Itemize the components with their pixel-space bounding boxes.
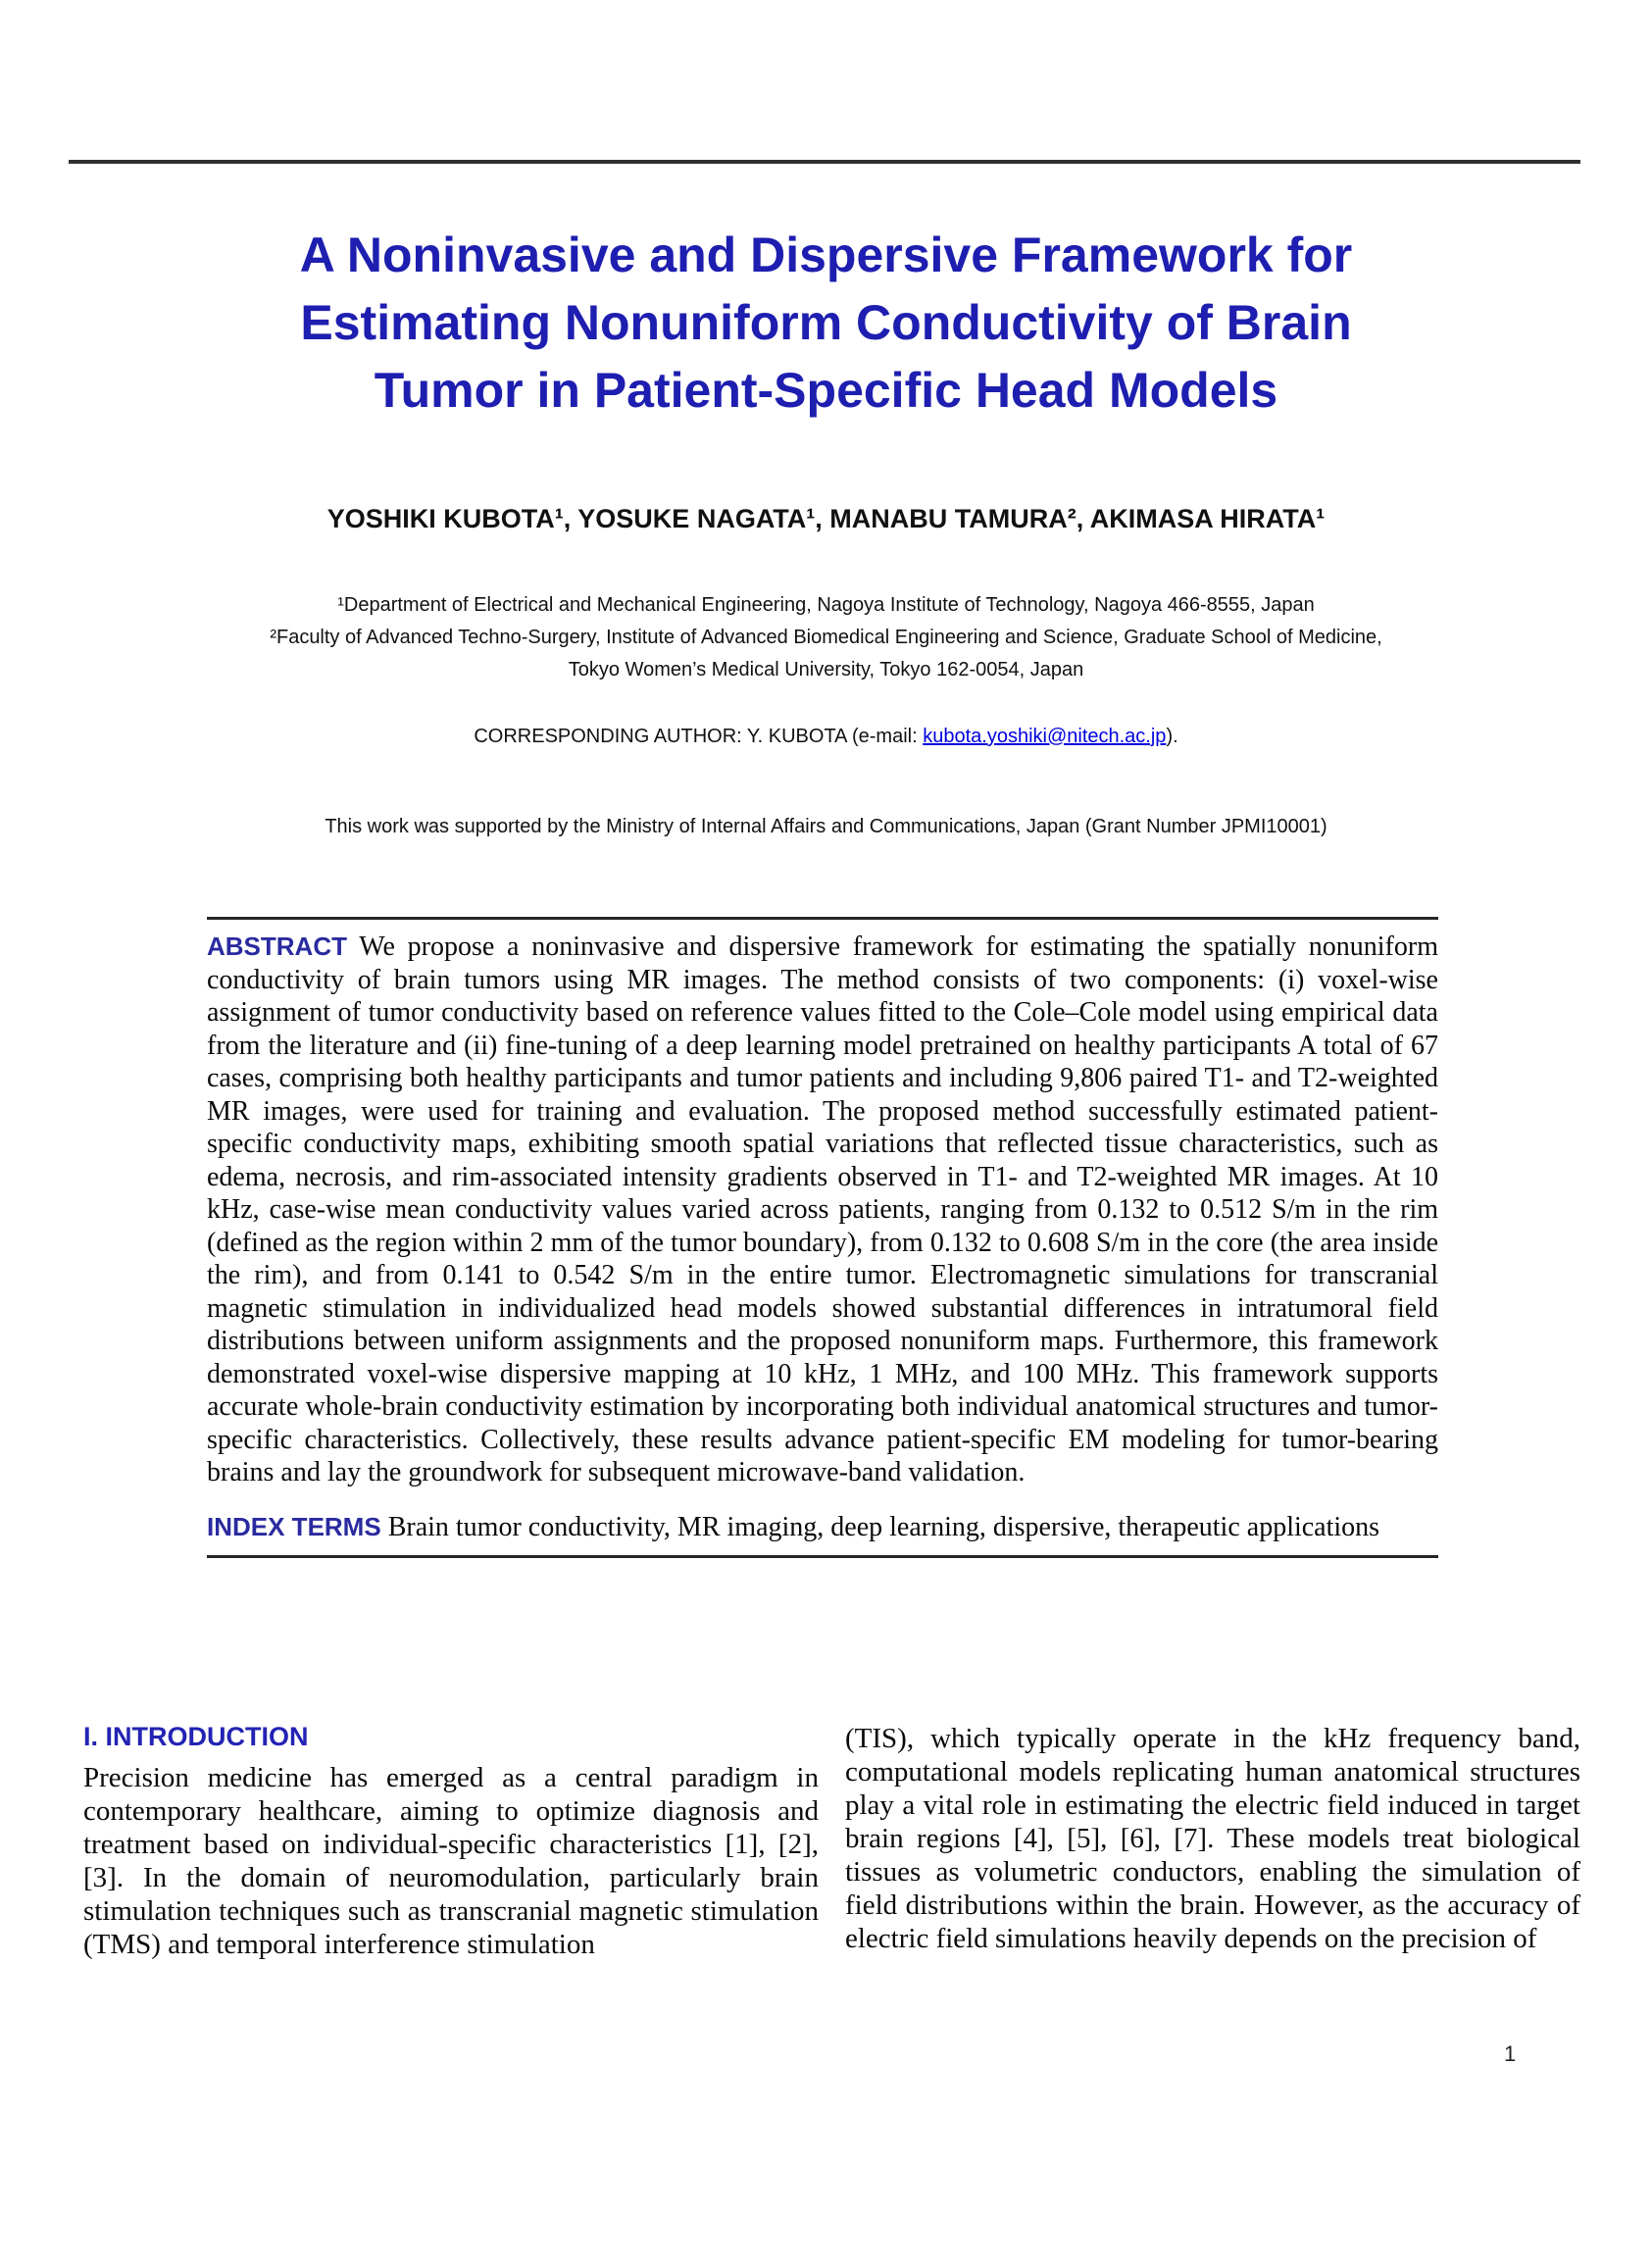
abstract-paragraph (207, 931, 1438, 1489)
introduction-left-text: Precision medicine has emerged as a central paradigm in contemporary healthcare, aiming to optimize diagnosis and treatment based on individual-specific characteristics [1], [2], [3]. In the domain of neuromodulation, particularly brain stimulation techniques such as transcranial magnetic stimulation (TMS) and temporal interference stimulation (83, 1762, 819, 1960)
introduction-left-column (83, 1722, 819, 1961)
corresponding-author-prefix: CORRESPONDING AUTHOR: Y. KUBOTA (e-mail: (474, 726, 924, 747)
introduction-right-text: (TIS), which typically operate in the kHz frequency band, computational models replicating human anatomical structures play a vital role in estimating the electric field induced in target brain regions [4], [5], [6], [7]. These models treat biological tissues as volumetric conductors, enabling the simulation of field distributions within the brain. However, as the accuracy of electric field simulations heavily depends on the precision of (845, 1723, 1580, 1954)
corresponding-author-email-link[interactable]: kubota.yoshiki@nitech.ac.jp (923, 726, 1167, 747)
introduction-right-column (845, 1722, 1580, 1961)
funding-note: This work was supported by the Ministry of Internal Affairs and Communications, Japan (Grant Number JPMI10001) (325, 816, 1327, 837)
paper-title (0, 222, 1652, 425)
introduction-heading: I. INTRODUCTION (83, 1722, 309, 1751)
paper-title-line-3: Tumor in Patient-Specific Head Models (374, 363, 1278, 418)
top-rule (69, 160, 1580, 164)
index-terms-label: INDEX TERMS (207, 1511, 381, 1541)
paper-title-line-1: A Noninvasive and Dispersive Framework for (299, 227, 1353, 282)
index-terms-text: Brain tumor conductivity, MR imaging, deep learning, dispersive, therapeutic applications (380, 1511, 1380, 1542)
corresponding-author-suffix: ). (1166, 726, 1178, 747)
paper-title-line-2: Estimating Nonuniform Conductivity of Brain (300, 295, 1352, 350)
introduction-section (83, 1722, 1580, 1961)
affiliation-line-1: ¹Department of Electrical and Mechanical Engineering, Nagoya Institute of Technology, Nagoya 466-8555, Japan (337, 594, 1315, 616)
abstract-label: ABSTRACT (207, 932, 347, 961)
corresponding-author-line (0, 723, 1652, 750)
affiliations (0, 589, 1652, 686)
affiliation-line-3: Tokyo Women’s Medical University, Tokyo 162-0054, Japan (568, 659, 1084, 680)
page-number: 1 (1504, 2041, 1517, 2066)
affiliation-line-2: ²Faculty of Advanced Techno-Surgery, Institute of Advanced Biomedical Engineering and Science, Graduate School of Medicine, (270, 627, 1382, 648)
abstract-section (207, 917, 1438, 1558)
abstract-text: We propose a noninvasive and dispersive framework for estimating the spatially nonuniform conductivity of brain tumors using MR images. The method consists of two components: (i) voxel-wise assignment of tumor conductivity based on reference values fitted to the Cole–Cole model using empirical data from the literature and (ii) fine-tuning of a deep learning model pretrained on healthy participants A total of 67 cases, comprising both healthy participants and tumor patients and including 9,806 paired T1- and T2-weighted MR images, were used for training and evaluation. The proposed method successfully estimated patient-specific conductivity maps, exhibiting smooth spatial variations that reflected tissue characteristics, such as edema, necrosis, and rim-associated intensity gradients observed in T1- and T2-weighted MR images. At 10 kHz, case-wise mean conductivity values varied across patients, ranging from 0.132 to 0.512 S/m in the rim (defined as the region within 2 mm of the tumor boundary), from 0.132 to 0.608 S/m in the core (the area inside the rim), and from 0.141 to 0.542 S/m in the entire tumor. Electromagnetic simulations for transcranial magnetic stimulation in individualized head models showed substantial differences in intratumoral field distributions between uniform assignments and the proposed nonuniform maps. Furthermore, this framework demonstrated voxel-wise dispersive mapping at 10 kHz, 1 MHz, and 100 MHz. This framework supports accurate whole-brain conductivity estimation by incorporating both individual anatomical structures and tumor-specific characteristics. Collectively, these results advance patient-specific EM modeling for tumor-bearing brains and lay the groundwork for subsequent microwave-band validation. (207, 932, 1438, 1487)
author-list: YOSHIKI KUBOTA¹, YOSUKE NAGATA¹, MANABU TAMURA², AKIMASA HIRATA¹ (326, 504, 1326, 533)
index-terms-paragraph (207, 1511, 1438, 1544)
